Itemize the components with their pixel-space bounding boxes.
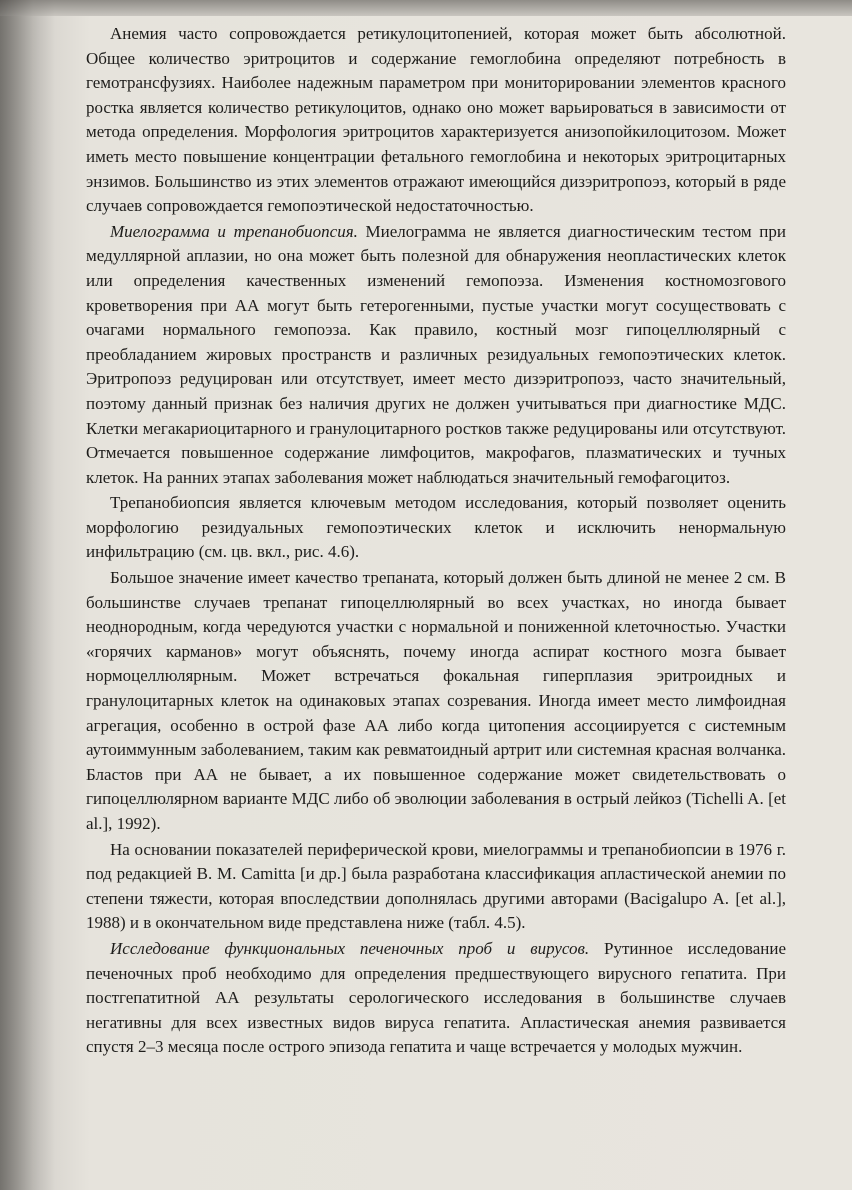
paragraph-trephine-quality: Большое значение имеет качество трепаната, который должен быть длиной не менее 2 см. В большинстве случаев трепанат гипоцеллюлярный во всех участках, но иногда бывает неоднородным, когда чередуются участки с нормальной и пониженной клеточностью. Участки «горячих карманов» могут объяснять, почему иногда аспират костного мозга бывает нормоцеллюлярным. Может встречаться фокальная гиперплазия эритроидных и гранулоцитарных клеток на одинаковых этапах созревания. Иногда имеет место лимфоидная агрегация, особенно в острой фазе АА либо когда цитопения ассоциируется с системным аутоиммунным заболеванием, таким как ревматоидный артрит или системная красная волчанка. Бластов при АА не бывает, а их повышенное содержание может свидетельствовать о гипоцеллюлярном варианте МДС либо об эволюции заболевания в острый лейкоз (Tichelli A. [et al.], 1992). bbox=[86, 568, 786, 833]
page-top-edge bbox=[0, 0, 852, 16]
body-text bbox=[86, 22, 786, 1060]
paragraph-classification: На основании показателей периферической крови, миелограммы и трепанобиопсии в 1976 г. под редакцией B. M. Camitta [и др.] была разработана классификация апластической анемии по степени тяжести, которая впоследствии дополнялась другими авторами (Bacigalupo A. [et al.], 1988) и в окончательном виде представлена ниже (табл. 4.5). bbox=[86, 839, 786, 933]
paragraph-trephine-biopsy: Трепанобиопсия является ключевым методом исследования, который позволяет оценить морфологию резидуальных гемопоэтических клеток и исключить ненормальную инфильтрацию (см. цв. вкл., рис. 4.6). bbox=[86, 493, 786, 562]
paragraph-myelogram: Миелограмма и трепанобиопсия. Миелограмма не является диагностическим тестом при медуллярной аплазии, но она может быть полезной для обнаружения неопластических клеток или определения качественных изменений гемопоэза. Изменения костномозгового кроветворения при АА могут быть гетерогенными, пустые участки могут сосуществовать с очагами нормального гемопоэза. Как правило, костный мозг гипоцеллюлярный с преобладанием жировых пространств и различных резидуальных гемопоэтических клеток. Эритропоэз редуцирован или отсутствует, имеет место дизэритропоэз, часто значительный, поэтому данный признак без наличия других не должен учитываться при диагностике МДС. Клетки мегакариоцитарного и гранулоцитарного ростков также редуцированы или отсутствуют. Отмечается повышенное содержание лимфоцитов, макрофагов, плазматических и тучных клеток. На ранних этапах заболевания может наблюдаться значительный гемофагоцитоз. bbox=[86, 221, 787, 487]
section-lead-liver-tests: Исследование функциональных печеночных проб и вирусов. bbox=[110, 938, 590, 958]
spine-shadow bbox=[0, 0, 55, 1190]
paragraph-reticulocytopenia: Анемия часто сопровождается ретикулоцитопенией, которая может быть абсолютной. Общее количество эритроцитов и содержание гемоглобина определяют потребность в гемотрансфузиях. Наиболее надежным параметром при мониторировании элементов красного ростка является количество ретикулоцитов, однако оно может варьироваться в зависимости от метода определения. Морфология эритроцитов характеризуется анизопойкилоцитозом. Может иметь место повышение концентрации фетального гемоглобина и некоторых эритроцитарных энзимов. Большинство из этих элементов отражают имеющийся дизэритропоэз, который в ряде случаев сопровождается гемопоэтической недостаточностью. bbox=[86, 24, 786, 216]
section-lead-myelogram: Миелограмма и трепанобиопсия. bbox=[110, 221, 358, 241]
paragraph-liver-tests: Исследование функциональных печеночных проб и вирусов. Рутинное исследование печеночных проб необходимо для определения предшествующего вирусного гепатита. При постгепатитной АА результаты серологического исследования в большинстве случаев негативны для всех известных видов вируса гепатита. Апластическая анемия развивается спустя 2–3 месяца после острого эпизода гепатита и чаще встречается у молодых мужчин. bbox=[86, 938, 786, 1057]
